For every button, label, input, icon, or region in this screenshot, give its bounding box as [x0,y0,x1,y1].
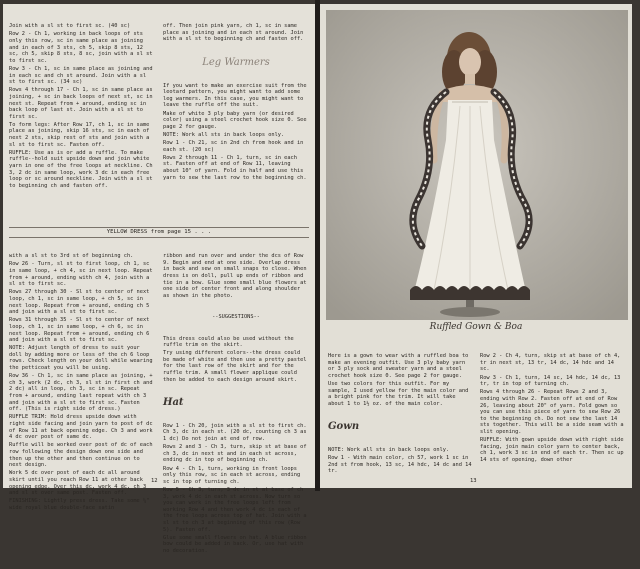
paragraph: Row 2 - Ch 4, turn, skip st at base of ch 4, tr in next st, 13 tr, 14 dc, 14 hdc and 14 sc. [480,353,624,373]
paragraph: Row 1 - Ch 20, join with a sl st to first ch. Ch 3, dc in each st. (20 dc, counting ch 3 as 1 dc) Do not join at end of row. [163,422,310,442]
paragraph: Rows 2 and 3 - Ch 3, turn, skip st at base of ch 3, dc in next st and in each st across, ending dc in top of beginning ch. [163,444,310,464]
left-page [3,4,315,554]
yellow-dress-banner: YELLOW DRESS from page 15 . . . [106,229,212,235]
section-rule-bottom [9,237,309,238]
gown-heading: Gown [328,421,360,433]
paragraph: Rows 27 through 30 - Sl st to center of next loop, ch 1, sc in same loop, + ch 5, sc in next loop. Repeat from + around, ending ch 5 and join with a sl st to first sc. [9,289,153,316]
leotard-column [9,10,155,224]
ribbon-paragraphs [163,253,309,299]
leg-warmers-column [163,10,309,224]
gown-intro-column [328,340,474,480]
leotard-paragraphs [9,23,155,189]
leg-warmers-paragraphs [163,83,309,182]
paragraph: Row 3 - Ch 1, sc in same place as joining and in each sc and ch st around. Join with a sl st to first sc. (34 sc) [9,65,156,86]
paragraph: Row 2 - Ch 1, working in back loops of sts only this row, sc in same place as joining and in each of 3 sts, ch 5, skip 8 sts, 12 sc, ch 5, skip 8 sts, 8 sc, join with a sl st to first sc. [9,31,156,64]
paragraph: RUFFLE: With gown upside down with right side facing, join main color yarn to center back, ch 1, work 3 sc in end of each tr. Then sc up 14 sts of opening, down other [480,437,627,463]
paragraph: Row 36 - Ch 1, sc in same place as joining, + ch 3, work (2 dc, ch 3, sl st in first ch and 2 dc) all in loop, ch 3, sc in sc. Repeat from + around, ending last repeat with ch 3 and join with a sl st to first sc. Fasten off. (This is right side of dress.) [9,373,156,413]
suggestions-heading: --SUGGESTIONS-- [212,314,260,321]
paragraph: Rows 4 through 17 - Ch 1, sc in same place as joining, + sc in back loops of next st, sc in next st. Repeat from + around, ending sc in back loop of last st. Join with a sl st to first sc. [9,87,156,120]
paragraph: Rows 4 through 26 - Repeat Rows 2 and 3, ending with Row 2. Fasten off at end of Row 26, leaving about 20" of yarn. Fold gown so you can use this piece of yarn to sew Row 26 to the beginning ch. Do not sew the last 14 sts together. This will be a side seam with a slit opening. [480,389,627,435]
paragraph: RUFFLE: Use as is or add a ruffle. To make ruffle--hold suit upside down and join white yarn in one of the free loops at neckline. Ch 3, 2 dc in same loop, work 3 dc in each free loop or sc around neckline. Join with a sl st to beginning ch and fasten off. [9,149,156,189]
paragraph: Row 4 - Ch 1, turn, working in front loops only this row, sc in each st across, ending sc in top of turning ch. [163,465,304,485]
gown-row-paragraphs [328,447,474,475]
paragraph: NOTE: Adjust length of dress to suit your doll by adding more or less of the ch 6 loop rows. Check length on your doll while wearing the petticoat you will be using. [9,345,156,372]
paragraph: Row 1 - Ch 21, sc in 2nd ch from hook and in each st. (20 sc) [163,140,307,153]
gown-rows-paragraphs [480,353,626,463]
paragraph: with a sl st to 3rd st of beginning ch. [9,253,134,260]
leg-warmers-heading: Leg Warmers [202,56,270,68]
gown-rows-column [480,340,626,480]
paragraph: NOTE: Work all sts in back loops only. [328,447,450,454]
paragraph: Row 1 - With main color, ch 57, work 1 sc in 2nd st from hook, 13 sc, 14 hdc, 14 dc and 14 tr. [328,455,475,475]
paragraph: Rows 2 through 11 - Ch 1, turn, sc in each st. Fasten off at end of Row 11, leaving about 10" of yarn. Fold in half and use this yarn to sew the last row to the beginning ch. [163,154,307,181]
yellow-dress-paragraphs [9,253,155,511]
paragraph: Row 26 - Turn, sl st to first loop, ch 1, sc in same loop, + ch 4, sc in next loop. Repeat from + around, ending with ch 4, join with a sl st to first sc. [9,261,156,288]
paragraph: This dress could also be used without the ruffle trim on the skirt. [163,335,297,349]
doll-photo [326,10,628,320]
page-number-right: 13 [470,478,477,484]
paragraph: FINISHING: Lightly press dress. Take some ¼" wide royal blue double-face satin [9,498,153,511]
paragraph: Ruffle will be worked over post of dc of each row following the design down one side and then up the other and then continue on to next design. [9,442,156,469]
paragraph: RUFFLE TRIM: Hold dress upside down with right side facing and join yarn to post of dc of Row 11 at back opening edge. Ch 3 and work 4 dc over post of same dc. [9,414,156,441]
hat-heading: Hat [163,397,184,409]
paragraph: Make of white 3 ply baby yarn (or desired color) using a steel crochet hook size 0. See page 2 for gauge. [163,110,310,130]
paragraph: Here is a gown to wear with a ruffled boa to make an evening outfit. Use 3 ply baby yarn or 3 ply sock and sweater yarn and a steel crochet hook size 0. See page 2 for gauge. [328,353,472,379]
paragraph: To form legs: After Row 17, ch 1, sc in same place as joining, skip 16 sts, sc in each of next 2 sts, skip rest of sts and join with a sl st to first sc. Fasten off. [9,121,153,148]
right-page [320,4,632,488]
paragraph: Row 3 - Ch 1, turn, 14 sc, 14 hdc, 14 dc, 13 tr, tr in top of turning ch. [480,374,624,388]
paragraph: Use two colors for this outfit. For my sample, I used yellow for the main color and a bright pink for the trim. It will take about 1 to 1½ oz. of the main color. [328,381,472,407]
paragraph: Row 5 - Ch 3, turn, 3 dc in st at base of ch 3, work 4 dc in each st across. Now turn so you can work in the free loops left from working Row 4 and then work 4 dc in each of the free loops across top of hat. Join with a sl st to ch 3 at beginning of this row (Row 5). Fasten off. [163,486,310,533]
paragraph: Rows 31 through 35 - Sl st to center of next loop, ch 1, sc in same loop, + ch 6, sc in next loop. Repeat from + around, ending ch 6 and join with a sl st to first sc. [9,317,153,344]
paragraph: Try using different colors--the dress could be made of white and then use a pretty pastel for the last row of the skirt and for the ruffle trim. A small flower applique could then be added to each design around skirt. [163,350,310,383]
paragraph: Glue some small flowers on hat. A blue ribbon bow could be added in back. Or, use hat with no decoration. [163,534,310,554]
photo-caption: Ruffled Gown & Boa [429,322,523,332]
suggestions-paragraphs [163,336,309,384]
doll-gown-illustration [326,10,628,320]
paragraph: ribbon and run over and under the dcs of Row 9. Begin and end at one side. Overlap dress in back and sew on small snaps to close. When dress is on doll, pull up ends of ribbon and tie in a bow. Glue some small blue flowers at one side of center front and along shoulder as shown in the photo. [163,253,310,299]
paragraph: Join with a sl st to first sc. (40 sc) [9,23,131,30]
paragraph: If you want to make an exercise suit from the leotard pattern, you might want to add some leg warmers. In this case, you might want to leave the ruffle off the suit. [163,82,310,109]
page-number-left: 12 [151,478,158,484]
gown-intro-paragraphs [328,353,474,407]
paragraph: Work 5 dc over post of each dc all around skirt until you reach Row 11 at other back opening edge. Over this dc, work 4 dc, ch 3 and sl st over same post. Fasten off. [9,470,150,497]
dress-continuation: off. Then join pink yarn, ch 1, sc in same place as joining and in each st around. Join with a sl st to beginning ch and fasten off. [163,23,307,43]
hat-paragraphs [163,423,309,555]
paragraph: NOTE: Work all sts in back loops only. [163,131,285,138]
hat-column [163,240,310,554]
